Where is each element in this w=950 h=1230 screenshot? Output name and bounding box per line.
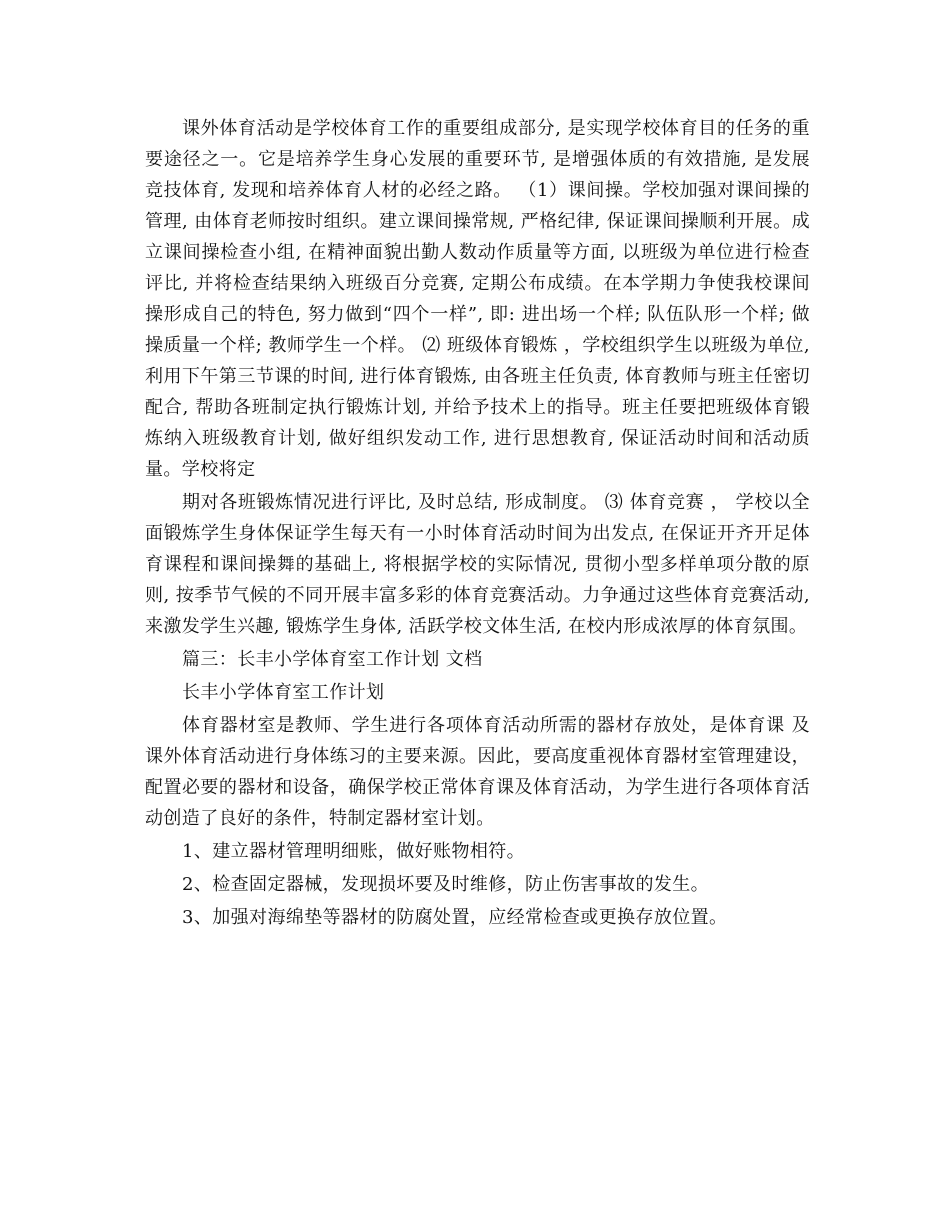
body-paragraph: 体育器材室是教师、学生进行各项体育活动所需的器材存放处，是体育课 及课外体育活动进行身体练习的主要来源。因此，要高度重视体育器材室管理建设，配置必要的器材和设备，确保学校正常体育课及体育活动，为学生进行各项体育活动创造了良好的条件，特制定器材室计划。 (145, 715, 810, 829)
document-page (145, 113, 810, 933)
document-title: 长丰小学体育室工作计划 (182, 682, 385, 703)
list-item: 3、加强对海绵垫等器材的防腐处置，应经常检查或更换存放位置。 (182, 907, 728, 928)
section-heading: 篇三：长丰小学体育室工作计划 文档 (182, 649, 483, 670)
list-item: 1、建立器材管理明细账，做好账物相符。 (182, 841, 526, 862)
list-item: 2、检查固定器械，发现损坏要及时维修，防止伤害事故的发生。 (182, 874, 710, 895)
body-paragraph: 课外体育活动是学校体育工作的重要组成部分, 是实现学校体育目的任务的重要途径之一。它是培养学生身心发展的重要环节, 是增强体质的有效措施, 是发展竞技体育, 发现和培养体育人材的必经之路。 （1）课间操。学校加强对课间操的管理, 由体育老师按时组织。建立课间操常规, 严格纪律, 保证课间操顺利开展。成立课间操检查小组, 在精神面貌出勤人数动作质量等方面, 以班级为单位进行检查评比, 并将检查结果纳入班级百分竞赛, 定期公布成绩。在本学期力争使我校课间操形成自己的特色, 努力做到“四个一样”, 即: 进出场一个样; 队伍队形一个样; 做操质量一个样; 教师学生一个样。 ⑵ 班级体育锻炼 ，学校组织学生以班级为单位, 利用下午第三节课的时间, 进行体育锻炼, 由各班主任负责, 体育教师与班主任密切配合, 帮助各班制定执行锻炼计划, 并给予技术上的指导。班主任要把班级体育锻炼纳入班级教育计划, 做好组织发动工作, 进行思想教育, 保证活动时间和活动质量。学校将定 (145, 118, 810, 480)
body-paragraph: 期对各班锻炼情况进行评比, 及时总结, 形成制度。 ⑶ 体育竞赛 ， 学校以全面锻炼学生身体保证学生每天有一小时体育活动时间为出发点, 在保证开齐开足体育课程和课间操舞的基础上, 将根据学校的实际情况, 贯彻小型多样单项分散的原则, 按季节气候的不同开展丰富多彩的体育竞赛活动。力争通过这些体育竞赛活动, 来激发学生兴趣, 锻炼学生身体, 活跃学校文体生活, 在校内形成浓厚的体育氛围。 (145, 492, 810, 637)
